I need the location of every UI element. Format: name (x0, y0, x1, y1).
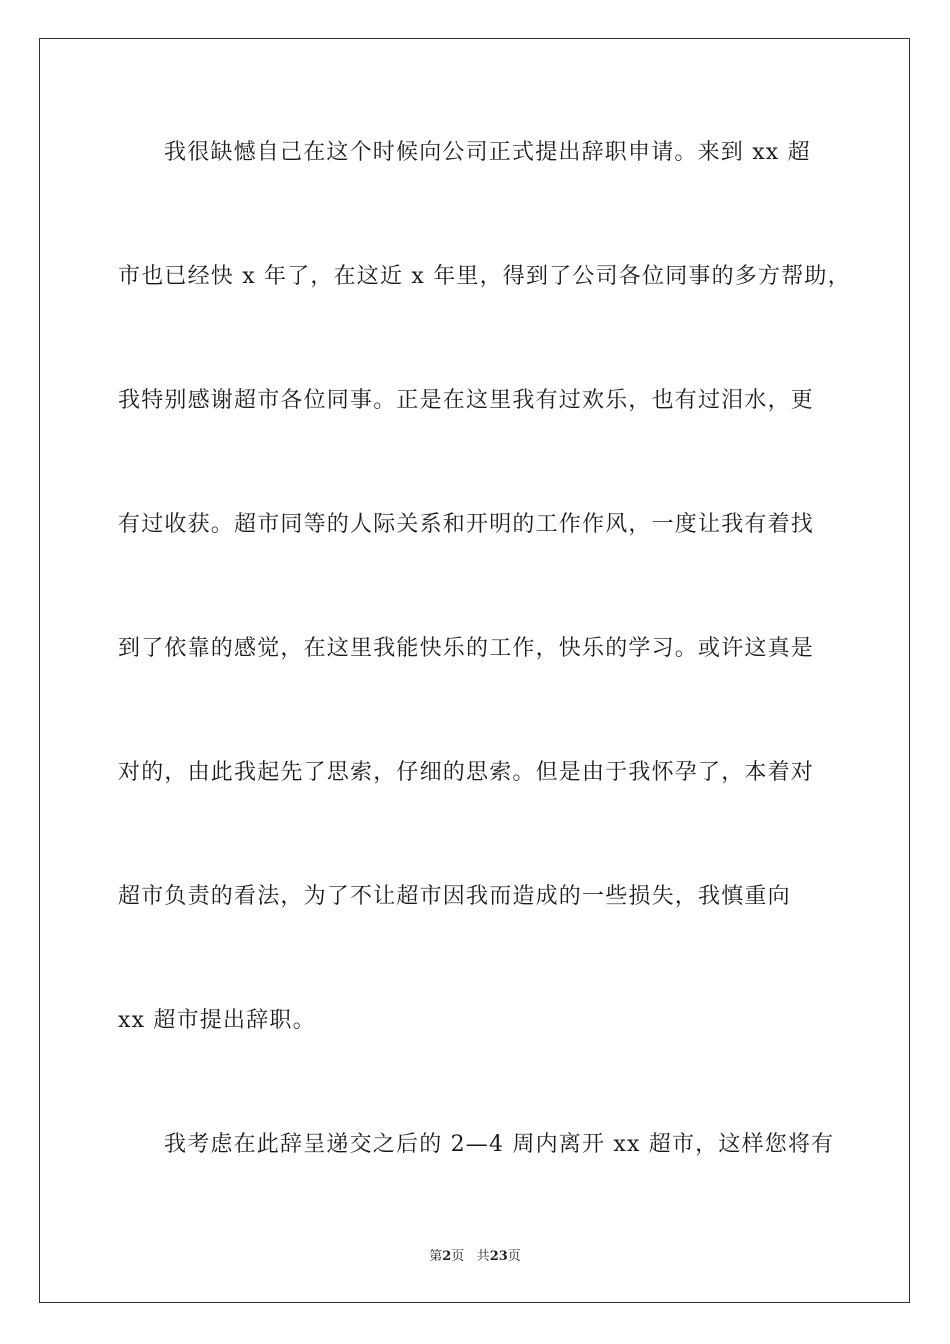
total-prefix: 共 (476, 1249, 490, 1264)
paragraph-line: 有过收获。超市同等的人际关系和开明的工作作风，一度让我有着找 (118, 512, 815, 537)
paragraph-line: 我特别感谢超市各位同事。正是在这里我有过欢乐，也有过泪水，更 (118, 388, 815, 413)
paragraph-line: 对的，由此我起先了思索，仔细的思索。但是由于我怀孕了，本着对 (118, 760, 815, 785)
total-unit: 页 (507, 1249, 521, 1264)
paragraph-line: 市也已经快 x 年了，在这近 x 年里，得到了公司各位同事的多方帮助， (118, 264, 851, 289)
page-footer (0, 1248, 950, 1266)
page-unit: 页 (451, 1249, 465, 1264)
page-prefix: 第 (429, 1249, 443, 1264)
current-page-number: 2 (442, 1249, 452, 1264)
page-frame (39, 38, 910, 1303)
paragraph-line: 我考虑在此辞呈递交之后的 2—4 周内离开 xx 超市，这样您将有 (164, 1132, 835, 1157)
paragraph-line: 到了依靠的感觉，在这里我能快乐的工作，快乐的学习。或许这真是 (118, 636, 815, 661)
total-pages-number: 23 (489, 1249, 508, 1264)
paragraph-line: 超市负责的看法，为了不让超市因我而造成的一些损失，我慎重向 (118, 884, 791, 909)
paragraph-line: xx 超市提出辞职。 (118, 1008, 316, 1033)
paragraph-line: 我很缺憾自己在这个时候向公司正式提出辞职申请。来到 xx 超 (164, 140, 811, 165)
